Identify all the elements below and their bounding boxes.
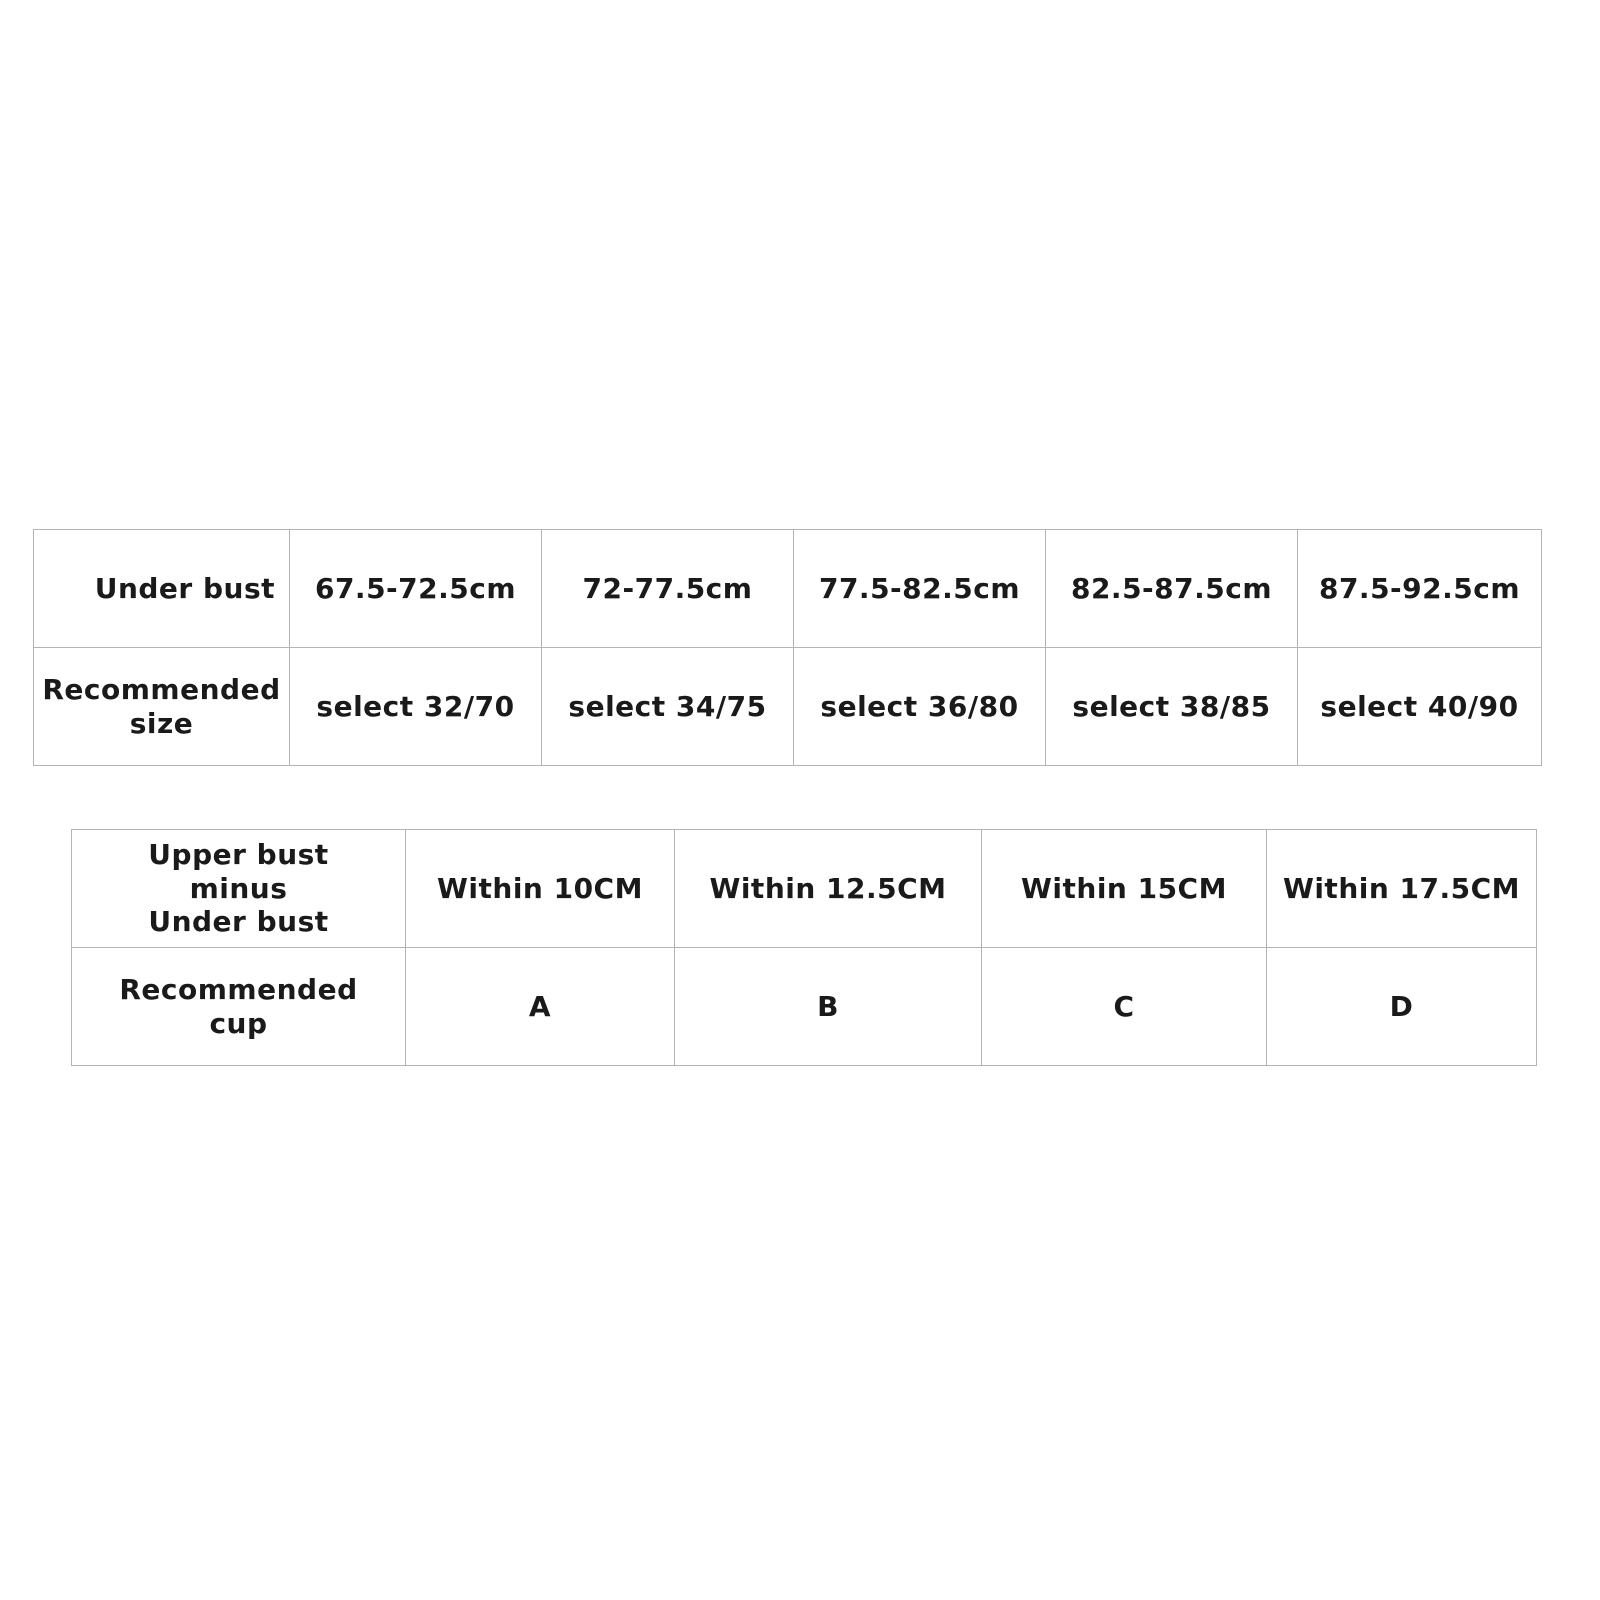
bust-difference-label: [72, 830, 406, 948]
under-bust-value: 82.5-87.5cm: [1046, 530, 1298, 648]
bust-difference-label-line1: Upper bust: [148, 838, 329, 872]
under-bust-value: 72-77.5cm: [542, 530, 794, 648]
bust-difference-value: Within 17.5CM: [1267, 830, 1537, 948]
recommended-cup-label: [72, 948, 406, 1066]
under-bust-value: 67.5-72.5cm: [290, 530, 542, 648]
recommended-size-row: [34, 648, 1542, 766]
recommended-size-value: select 32/70: [290, 648, 542, 766]
recommended-cup-row: [72, 948, 1537, 1066]
under-bust-row: [34, 530, 1542, 648]
size-chart-table: [33, 529, 1542, 766]
recommended-size-label-line1: Recommended: [42, 672, 281, 706]
under-bust-label: Under bust: [34, 530, 290, 648]
recommended-size-label: [34, 648, 290, 766]
recommended-cup-label-line2: cup: [209, 1006, 268, 1040]
recommended-size-value: select 40/90: [1298, 648, 1542, 766]
bust-difference-label-line2: minus: [189, 871, 288, 905]
recommended-size-label-line2: size: [129, 706, 194, 740]
cup-chart-table: [71, 829, 1537, 1066]
recommended-cup-label-line1: Recommended: [119, 972, 358, 1006]
recommended-cup-value: A: [406, 948, 675, 1066]
recommended-size-value: select 34/75: [542, 648, 794, 766]
bust-difference-value: Within 10CM: [406, 830, 675, 948]
recommended-size-value: select 36/80: [794, 648, 1046, 766]
recommended-cup-value: D: [1267, 948, 1537, 1066]
recommended-size-value: select 38/85: [1046, 648, 1298, 766]
bust-difference-value: Within 15CM: [982, 830, 1267, 948]
recommended-cup-value: B: [675, 948, 982, 1066]
under-bust-value: 77.5-82.5cm: [794, 530, 1046, 648]
bust-difference-label-line3: Under bust: [148, 905, 329, 939]
bust-difference-row: [72, 830, 1537, 948]
recommended-cup-value: C: [982, 948, 1267, 1066]
bust-difference-value: Within 12.5CM: [675, 830, 982, 948]
under-bust-value: 87.5-92.5cm: [1298, 530, 1542, 648]
